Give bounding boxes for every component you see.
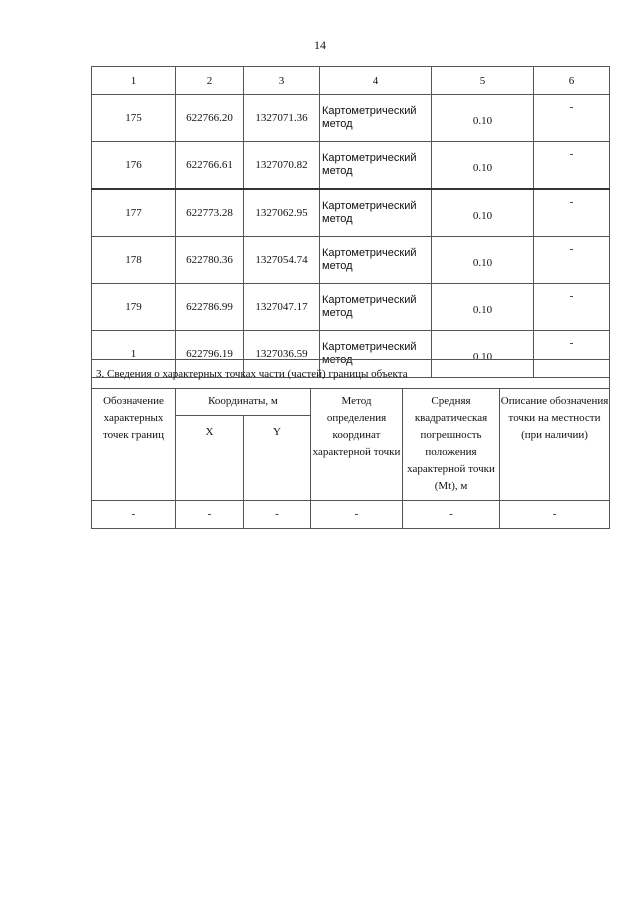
header-cell-2: 2 — [176, 67, 244, 95]
value-cell: - — [311, 501, 403, 529]
value-cell: - — [176, 501, 244, 529]
col-error-header: Средняя квадратическая погрешность положения характерной точки (Mt), м — [403, 389, 500, 501]
error: 0.10 — [432, 284, 534, 331]
table-row — [92, 237, 610, 284]
coord-y: 1327062.95 — [244, 189, 320, 237]
coord-y: 1327054.74 — [244, 237, 320, 284]
description: - — [534, 237, 610, 284]
point-id: 179 — [92, 284, 176, 331]
point-id: 175 — [92, 95, 176, 142]
method: Картометрический метод — [320, 95, 432, 142]
point-id: 1 — [92, 331, 176, 378]
point-id: 176 — [92, 142, 176, 190]
section-title: 3. Сведения о характерных точках части (частей) границы объекта — [92, 360, 610, 389]
description: - — [534, 331, 610, 378]
header-cell-5: 5 — [432, 67, 534, 95]
coord-y: 1327047.17 — [244, 284, 320, 331]
coord-y: 1327036.59 — [244, 331, 320, 378]
parts-header-row — [92, 389, 610, 416]
error: 0.10 — [432, 189, 534, 237]
method: Картометрический метод — [320, 331, 432, 378]
point-id: 177 — [92, 189, 176, 237]
coord-x: 622796.19 — [176, 331, 244, 378]
method: Картометрический метод — [320, 142, 432, 190]
coord-x: 622773.28 — [176, 189, 244, 237]
table-row — [92, 501, 610, 529]
points-table-header-row — [92, 67, 610, 95]
col-coords-header: Координаты, м — [176, 389, 311, 416]
header-cell-1: 1 — [92, 67, 176, 95]
error: 0.10 — [432, 331, 534, 378]
error: 0.10 — [432, 237, 534, 284]
coord-y: 1327070.82 — [244, 142, 320, 190]
description: - — [534, 142, 610, 190]
method: Картометрический метод — [320, 237, 432, 284]
description: - — [534, 95, 610, 142]
col-description-header: Описание обозначения точки на местности (при наличии) — [500, 389, 610, 501]
col-point-header: Обозначение характерных точек границ — [92, 389, 176, 501]
coord-x: 622780.36 — [176, 237, 244, 284]
col-method-header: Метод определения координат характерной точки — [311, 389, 403, 501]
header-cell-3: 3 — [244, 67, 320, 95]
value-cell: - — [92, 501, 176, 529]
col-x-header: X — [176, 416, 244, 501]
coord-x: 622766.61 — [176, 142, 244, 190]
page-number: 14 — [314, 38, 326, 52]
description: - — [534, 189, 610, 237]
header-cell-6: 6 — [534, 67, 610, 95]
value-cell: - — [403, 501, 500, 529]
method: Картометрический метод — [320, 189, 432, 237]
description: - — [534, 284, 610, 331]
method: Картометрический метод — [320, 284, 432, 331]
table-row — [92, 284, 610, 331]
error: 0.10 — [432, 142, 534, 190]
coord-x: 622766.20 — [176, 95, 244, 142]
header-cell-4: 4 — [320, 67, 432, 95]
value-cell: - — [244, 501, 311, 529]
point-id: 178 — [92, 237, 176, 284]
table-row — [92, 142, 610, 190]
col-y-header: Y — [244, 416, 311, 501]
coord-x: 622786.99 — [176, 284, 244, 331]
section-title-row — [92, 360, 610, 389]
points-table — [91, 66, 610, 378]
table-row — [92, 189, 610, 237]
coord-y: 1327071.36 — [244, 95, 320, 142]
error: 0.10 — [432, 95, 534, 142]
boundary-parts-table — [91, 359, 610, 529]
table-row — [92, 95, 610, 142]
value-cell: - — [500, 501, 610, 529]
